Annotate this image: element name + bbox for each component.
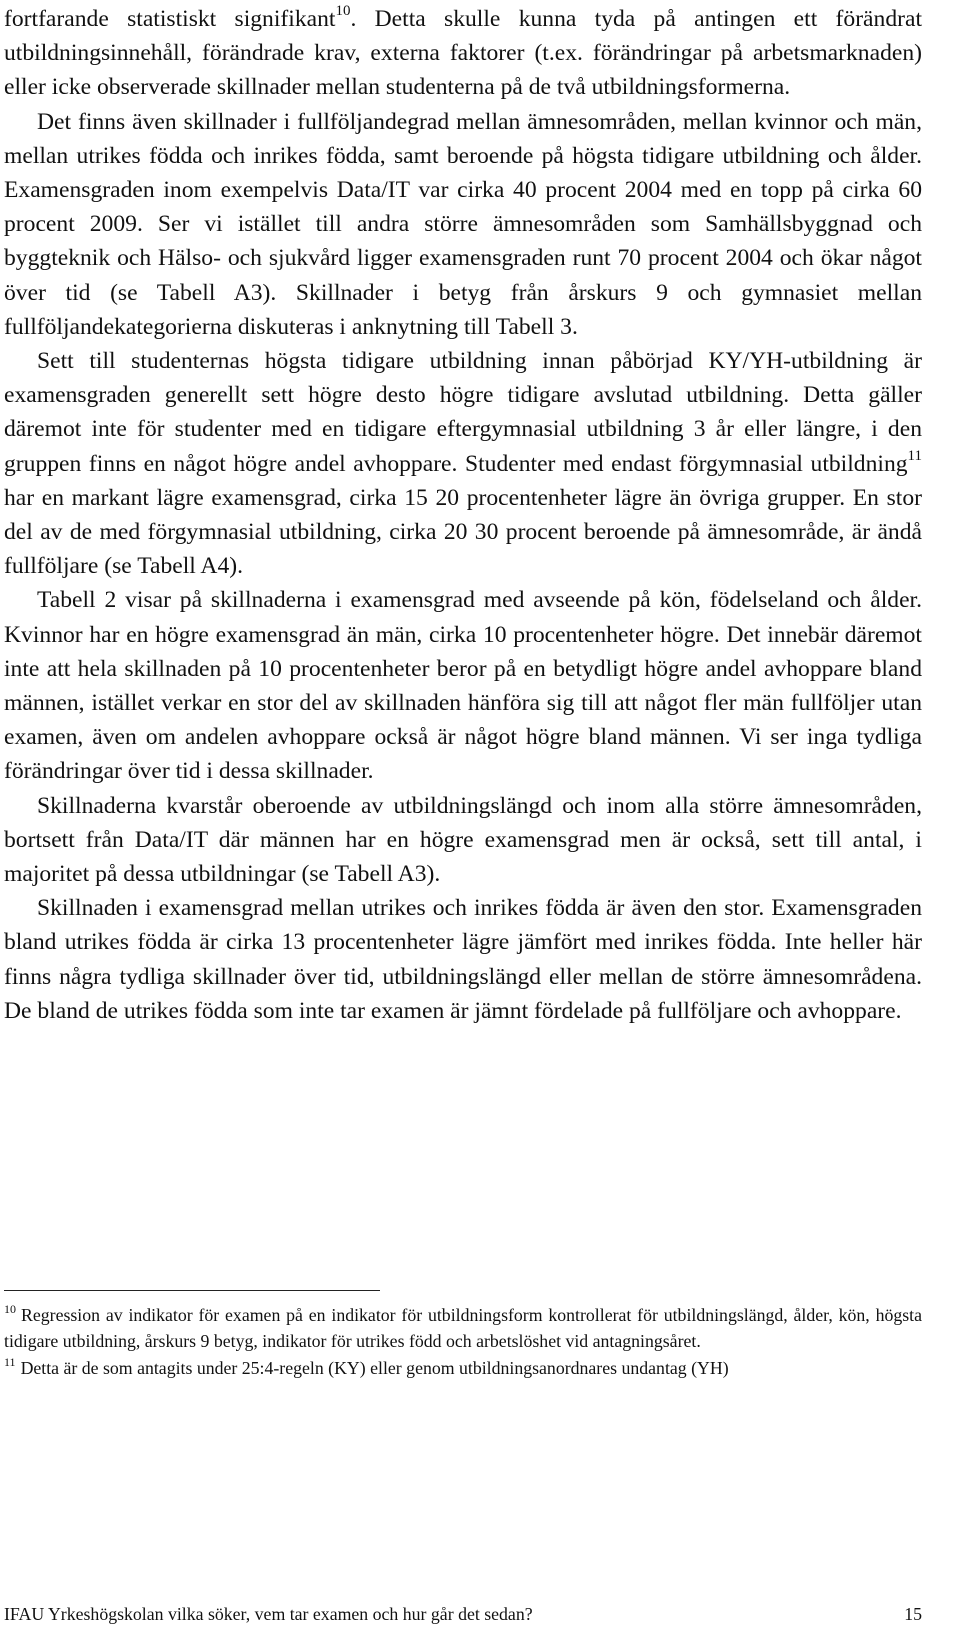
footnote-ref-10: 10 [335,3,351,19]
footnote-number-11: 11 [4,1354,16,1369]
footnote-separator [4,1290,380,1291]
paragraph-4: Tabell 2 visar på skillnaderna i examensgrad med avseende på kön, födelseland och ålder. Kvinnor har en högre examensgrad än män, cirka 10 procentenheter högre. Det innebär däremot inte att hela skillnaden på 10 procentenheter beror på en betydligt högre andel avhoppare bland männen, istället verkar en stor del av skillnaden hänföra sig till att något fler män fullföljer utan examen, även om andelen avhoppare också är något högre bland männen. Vi ser inga tydliga förändringar över tid i dessa skillnader. [4,587,922,785]
footnote-11 [4,1355,922,1381]
paragraph-1 [4,2,922,105]
paragraph-1-text-end: . Detta skulle kunna tyda på antingen ett förändrat utbildningsinnehåll, förändrade krav, externa faktorer (t.ex. förändringar på arbetsmarknaden) eller icke observerade skillnader mellan studenterna på de två utbildningsformerna. [4,6,922,101]
page-footer [4,1603,922,1625]
footnote-text-10: Regression av indikator för examen på en indikator för utbildningsform kontrollerat för utbildningslängd, ålder, kön, högsta tidigare utbildning, årskurs 9 betyg, indikator för utrikes född och arbetslöshet vid antagningsåret. [4,1305,922,1352]
document-page [4,0,922,1028]
paragraph-6: Skillnaden i examensgrad mellan utrikes och inrikes födda är även den stor. Examensgraden bland utrikes födda är cirka 13 procentenheter lägre jämfört med inrikes födda. Inte heller här finns några tydliga skillnader över tid, utbildningslängd eller mellan de större ämnesområdena. De bland de utrikes födda som inte tar examen är jämnt fördelade på fullföljare och avhoppare. [4,895,922,1024]
footnote-text-11: Detta är de som antagits under 25:4-regeln (KY) eller genom utbildningsanordnares undantag (YH) [20,1357,729,1378]
paragraph-3 [4,344,922,583]
paragraph-5: Skillnaderna kvarstår oberoende av utbildningslängd och inom alla större ämnesområden, bortsett från Data/IT där männen har en högre examensgrad men är också, sett till antal, i majoritet på dessa utbildningar (se Tabell A3). [4,792,922,888]
paragraph-1-text-start: fortfarande statistiskt signifikant [4,6,336,32]
footnote-ref-11: 11 [907,447,922,464]
footnote-number-10: 10 [4,1302,16,1316]
paragraph-3-text-end: har en markant lägre examensgrad, cirka 15 20 procentenheter lägre än övriga grupper. En stor del av de med förgymnasial utbildning, cirka 20 30 procent beroende på ämnesområde, är ändå fullföljare (se Tabell A4). [4,484,922,580]
running-title: IFAU Yrkeshögskolan vilka söker, vem tar examen och hur går det sedan? [4,1604,533,1624]
paragraph-2: Det finns även skillnader i fullföljandegrad mellan ämnesområden, mellan kvinnor och män, mellan utrikes födda och inrikes födda, samt beroende på högsta tidigare utbildning och ålder. Examensgraden inom exempelvis Data/IT var cirka 40 procent 2004 med en topp på cirka 60 procent 2009. Ser vi istället till andra större ämnesområden som Samhällsbyggnad och byggteknik och Hälso- och sjukvård ligger examensgraden runt 70 procent 2004 och ökar något över tid (se Tabell A3). Skillnader i betyg från årskurs 9 och gymnasiet mellan fullföljandekategorierna diskuteras i anknytning till Tabell 3. [4,108,922,340]
page-number: 15 [904,1604,922,1624]
footnote-10 [4,1302,922,1355]
paragraph-3-text-start: Sett till studenternas högsta tidigare utbildning innan påbörjad KY/YH-utbildning är examensgraden generellt sett högre desto högre tidigare avslutad utbildning. Detta gäller däremot inte för studenter med en tidigare eftergymnasial utbildning 3 år eller längre, i den gruppen finns en något högre andel avhoppare. Studenter med endast förgymnasial utbildning [4,348,922,477]
footnotes [4,1302,922,1381]
